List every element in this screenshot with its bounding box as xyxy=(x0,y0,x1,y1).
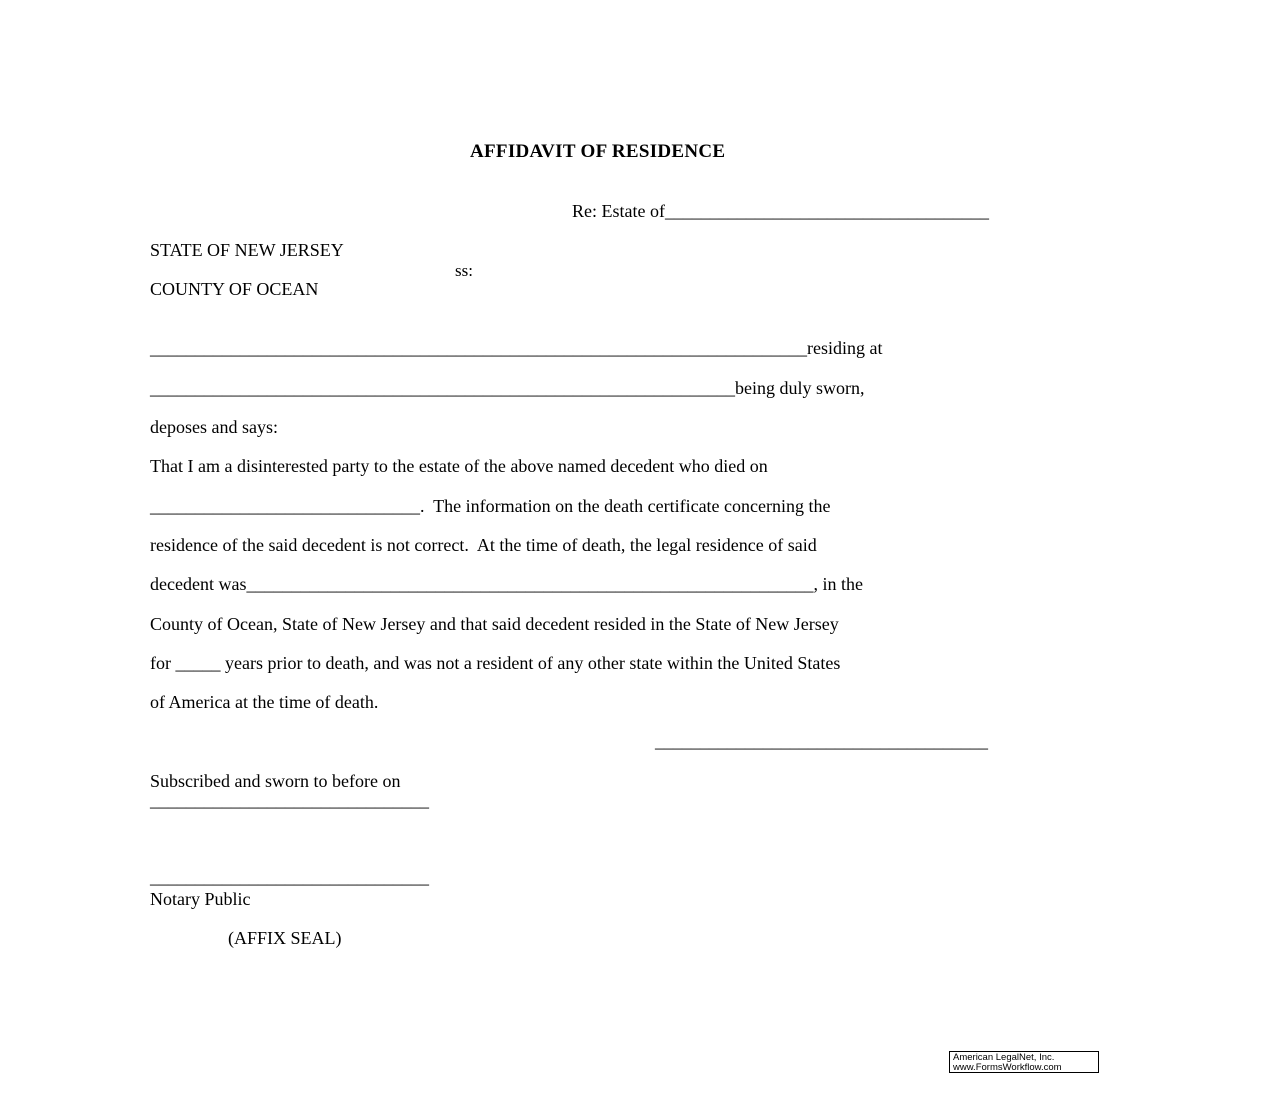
estate-of-line: Re: Estate of____________________________________ xyxy=(572,201,989,221)
venue-ss: ss: xyxy=(455,261,473,280)
body-line: decedent was_______________________________________________________________, in the xyxy=(150,574,863,594)
venue-state: STATE OF NEW JERSEY xyxy=(150,240,344,260)
body-line: residence of the said decedent is not correct. At the time of death, the legal residence of said xyxy=(150,535,817,555)
jurat-subscribed: Subscribed and sworn to before on xyxy=(150,771,401,791)
publisher-badge xyxy=(949,1051,1099,1073)
jurat-date-line: _______________________________ xyxy=(150,790,429,810)
body-line: for _____ years prior to death, and was not a resident of any other state within the United States xyxy=(150,653,841,673)
notary-signature-line: _______________________________ xyxy=(150,867,429,887)
deposes-text: deposes and says: xyxy=(150,417,278,437)
document-title: AFFIDAVIT OF RESIDENCE xyxy=(470,141,726,162)
publisher-url: www.FormsWorkflow.com xyxy=(953,1062,1062,1073)
body-line: of America at the time of death. xyxy=(150,692,379,712)
body-line: That I am a disinterested party to the estate of the above named decedent who died on xyxy=(150,456,768,476)
affiant-name-line: _________________________________________________________________________residing at xyxy=(150,338,883,358)
affix-seal-label: (AFFIX SEAL) xyxy=(228,928,342,948)
venue-county: COUNTY OF OCEAN xyxy=(150,279,319,299)
notary-public-label: Notary Public xyxy=(150,889,251,909)
publisher-name: American LegalNet, Inc. xyxy=(953,1052,1055,1063)
affiant-signature-line: _____________________________________ xyxy=(655,731,988,751)
body-line: County of Ocean, State of New Jersey and that said decedent resided in the State of New Jersey xyxy=(150,614,839,634)
affiant-address-line: _________________________________________________________________being duly sworn, xyxy=(150,378,865,398)
body-line: ______________________________. The information on the death certificate concerning the xyxy=(150,496,831,516)
